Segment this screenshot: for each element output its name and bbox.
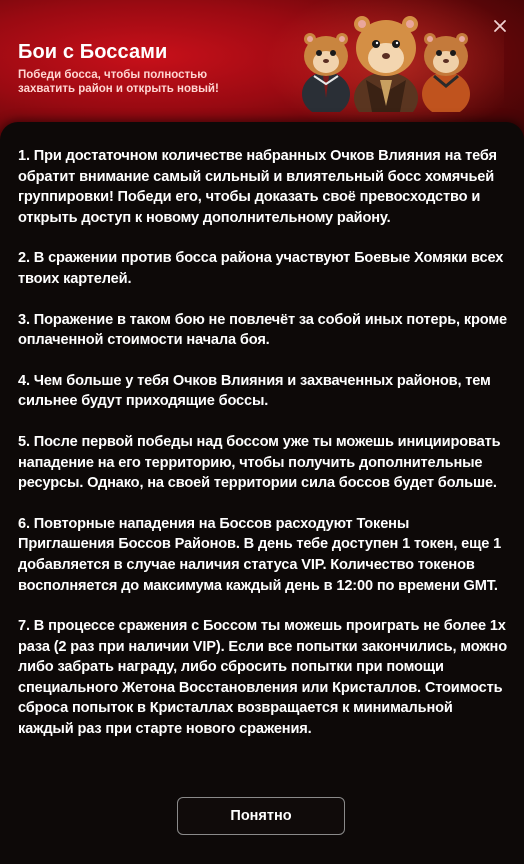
rules-list <box>18 146 508 760</box>
ok-button[interactable]: Понятно <box>177 797 345 835</box>
rule-item: 6. Повторные нападения на Боссов расходуют Токены Приглашения Боссов Районов. В день тебе доступен 1 токен, еще 1 добавляется в случае наличия статуса VIP. Количество токенов восполняется до максимума каждый день в 12:00 по времени GMT. <box>18 515 502 594</box>
hamster-right <box>422 33 470 112</box>
modal-subtitle: Победи босса, чтобы полностью захватить район и открыть новый! <box>18 69 219 95</box>
rule-item: 3. Поражение в таком бою не повлечёт за собой иных потерь, кроме оплаченной стоимости начала боя. <box>18 311 507 349</box>
close-icon <box>490 16 510 36</box>
rule-item: 2. В сражении против босса района участвуют Боевые Хомяки всех твоих картелей. <box>18 250 504 287</box>
hamster-left <box>302 33 350 112</box>
close-button[interactable] <box>490 16 510 36</box>
rule-item: 7. В процессе сражения с Боссом ты можешь проиграть не более 1х раза (2 раз при наличии VIP). Если все попытки закончились, можно либо забрать награду, либо сбросить попытки при помощи специального Жетона Восстановления или Кристаллов. Стоимость сброса попыток в Кристаллах возвращается к минимальной каждый раз при старте нового сражения. <box>18 618 507 738</box>
hamster-boss <box>354 16 418 112</box>
rule-item: 5. После первой победы над боссом уже ты можешь инициировать нападение на его территорию, чтобы получить дополнительные ресурсы. Однако, на своей территории сила боссов будет больше. <box>18 433 501 492</box>
rule-item: 4. Чем больше у тебя Очков Влияния и захваченных районов, тем сильнее будут приходящие боссы. <box>18 372 491 410</box>
modal-title: Бои с Боссами <box>18 41 168 63</box>
hamster-bosses-illustration <box>296 6 476 112</box>
rule-item: 1. При достаточном количестве набранных Очков Влияния на тебя обратит внимание самый сильный и влиятельный босс хомячьей группировки! Победи его, чтобы доказать своё превосходство и открыть доступ к новому дополнительному району. <box>18 148 497 226</box>
rules-panel <box>0 122 524 864</box>
